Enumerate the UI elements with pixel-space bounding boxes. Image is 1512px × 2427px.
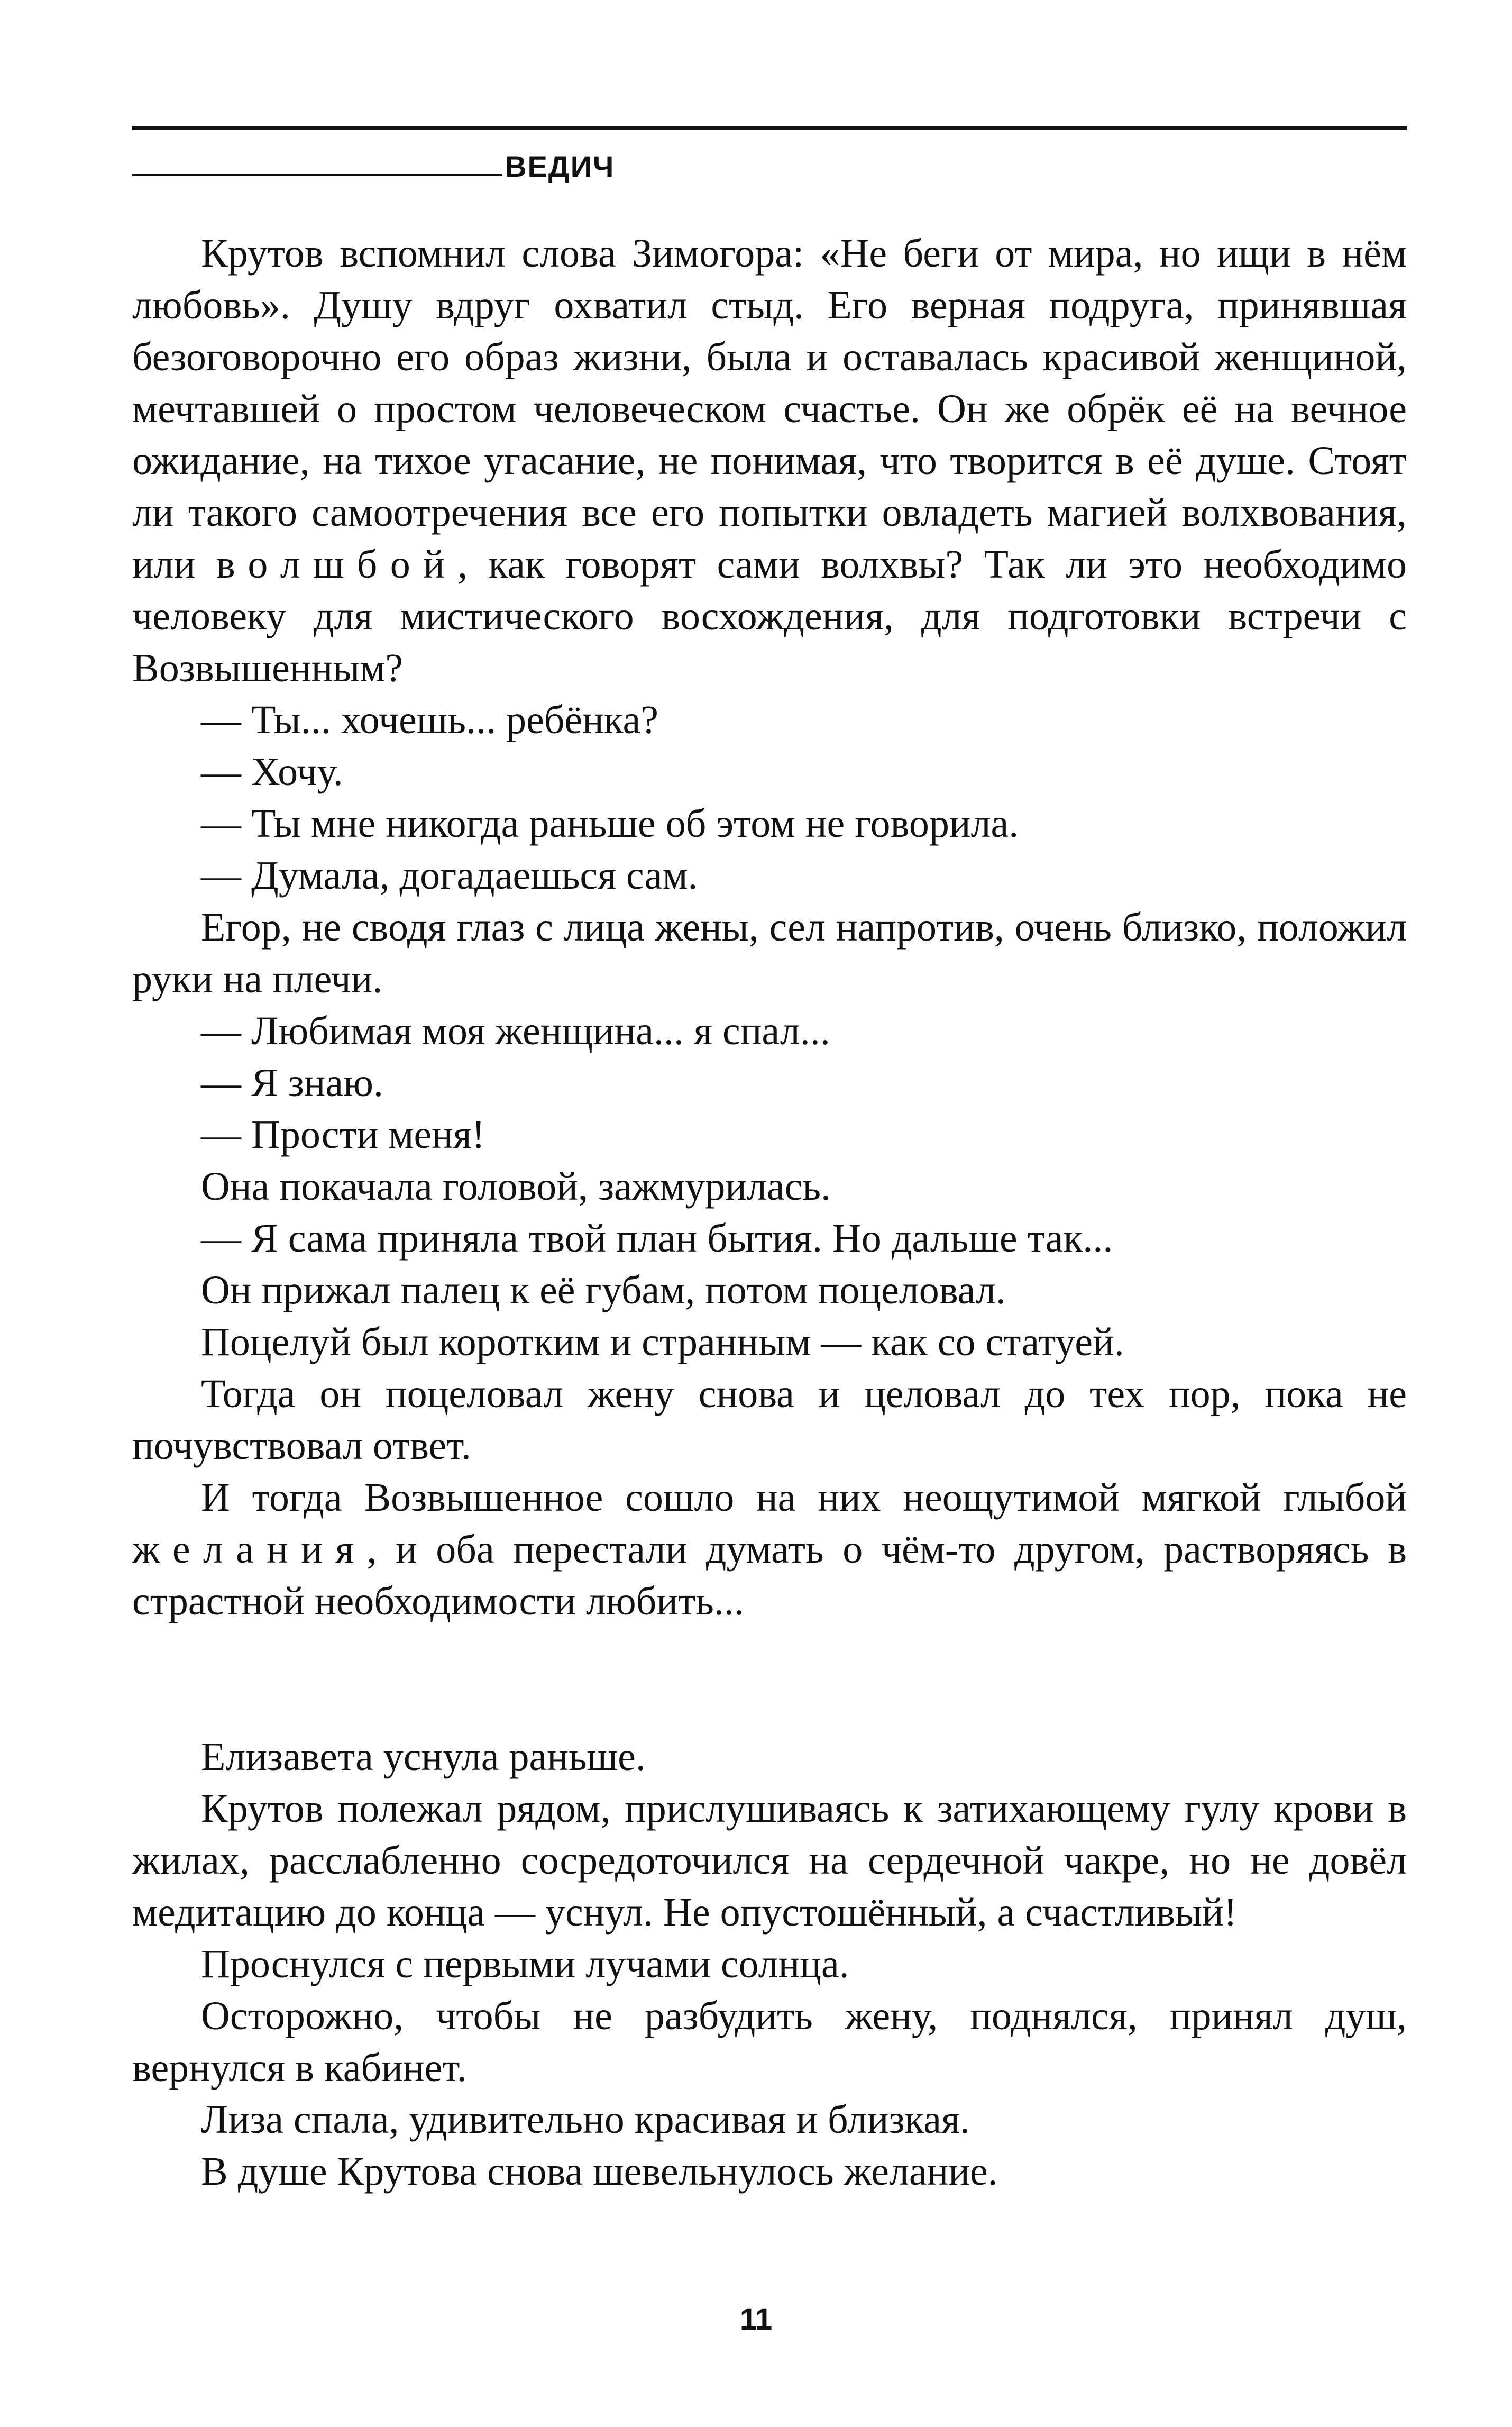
dialogue-line: — Ты мне никогда раньше об этом не говорила.	[201, 801, 1019, 846]
header-line	[132, 174, 502, 176]
running-header	[132, 148, 615, 185]
paragraph: Поцелуй был коротким и странным — как со статуей.	[201, 1320, 1124, 1364]
spaced-emphasis: желания	[132, 1527, 367, 1572]
dialogue-line: — Любимая моя женщина... я спал...	[201, 1009, 830, 1053]
paragraph-text: И тогда Возвышенное сошло на них неощутимой мягкой глыбой	[201, 1475, 1407, 1520]
paragraph	[132, 1472, 1407, 1627]
paragraph: Осторожно, чтобы не разбудить жену, поднялся, принял душ, вернулся в кабинет.	[132, 1994, 1407, 2090]
dialogue-line: — Я знаю.	[201, 1061, 383, 1105]
paragraph: Она покачала головой, зажмурилась.	[201, 1164, 831, 1209]
paragraph-text: Крутов вспомнил слова Зимогора: «Не беги от мира, но ищи в нём любовь». Душу вдруг охватил стыд. Его верная подруга, принявшая безоговорочно его образ жизни, была и оставалась красивой женщиной, мечтавшей о простом человеческом счастье. Он же обрёк её на вечное ожидание, на тихое угасание, не понимая, что творится в её душе. Стоят ли такого самоотречения все его попытки овладеть магией волхвования, или	[132, 231, 1407, 587]
dialogue-line: — Хочу.	[201, 750, 343, 794]
dialogue-line: — Я сама приняла твой план бытия. Но дальше так...	[201, 1216, 1113, 1261]
paragraph: Он прижал палец к её губам, потом поцеловал.	[201, 1268, 1006, 1312]
paragraph-text: , и оба перестали думать о чём-то другом, растворяясь в страстной необходимости любить...	[132, 1527, 1407, 1623]
dialogue-line: — Прости меня!	[201, 1112, 485, 1157]
running-title: ВЕДИЧ	[505, 150, 615, 183]
dialogue-line: — Думала, догадаешься сам.	[201, 853, 698, 898]
paragraph	[132, 227, 1407, 694]
page-number: 11	[739, 2302, 773, 2337]
top-rule	[132, 126, 1407, 130]
paragraph: Егор, не сводя глаз с лица жены, сел напротив, очень близко, положил руки на плечи.	[132, 905, 1407, 1001]
paragraph: Тогда он поцеловал жену снова и целовал до тех пор, пока не почувствовал ответ.	[132, 1372, 1407, 1468]
dialogue-line: — Ты... хочешь... ребёнка?	[201, 698, 659, 742]
paragraph: Елизавета уснула раньше.	[201, 1735, 646, 1779]
paragraph: Крутов полежал рядом, прислушиваясь к затихающему гулу крови в жилах, расслабленно сосредоточился на сердечной чакре, но не довёл медитацию до конца — уснул. Не опустошённый, а счастливый!	[132, 1786, 1407, 1935]
paragraph-text: , как говорят сами волхвы? Так ли это необходимо человеку для мистического восхождения, для подготовки встречи с Возвышенным?	[132, 542, 1407, 690]
paragraph: Проснулся с первыми лучами солнца.	[201, 1942, 849, 1986]
section-break	[132, 1627, 1407, 1731]
paragraph: В душе Крутова снова шевельнулось желание.	[201, 2149, 998, 2194]
paragraph: Лиза спала, удивительно красивая и близкая.	[201, 2097, 970, 2142]
spaced-emphasis: волшбой	[216, 542, 458, 587]
body-text	[132, 227, 1407, 2197]
